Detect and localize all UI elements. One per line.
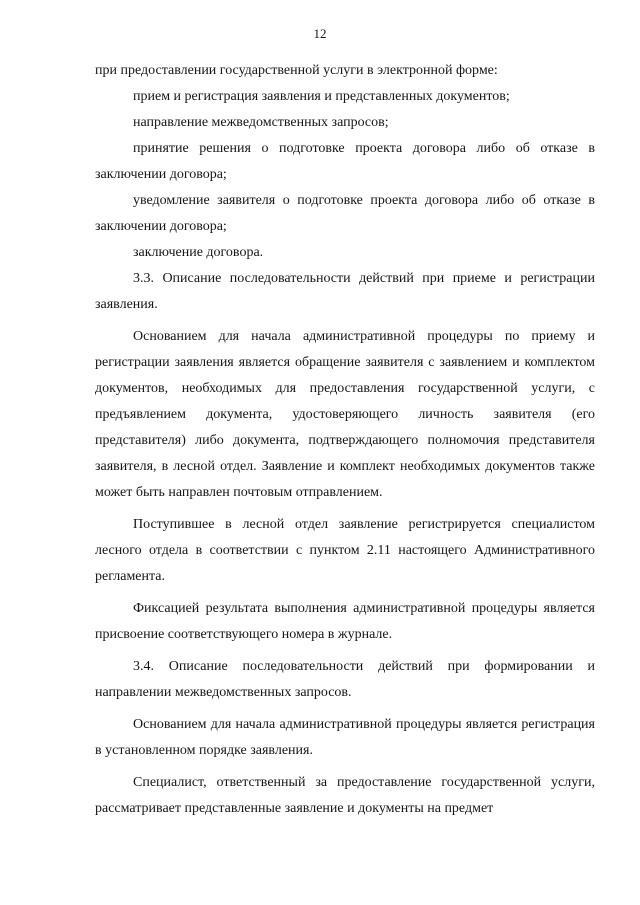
list-item-contract: заключение договора. <box>133 245 264 260</box>
page-number: 12 <box>313 26 327 41</box>
paragraph-grounds-registration: Основанием для начала административной процедуры по приему и регистрации заявления является обращение заявителя с заявлением и комплектом документов, необходимых для предоставления государственной услуги, с предъявлением документа, удостоверяющего личность заявителя (его представителя) либо документа, подтверждающего полномочия представителя заявителя, в лесной отдел. Заявление и комплект необходимых документов также может быть направлен почтовым отправлением. <box>95 329 595 500</box>
paragraph-result-fixation: Фиксацией результата выполнения административной процедуры является присвоение соответствующего номера в журнале. <box>95 601 595 642</box>
section-heading-3-3: 3.3. Описание последовательности действий при приеме и регистрации заявления. <box>95 271 595 312</box>
section-heading-3-4: 3.4. Описание последовательности действий при формировании и направлении межведомственных запросов. <box>95 659 595 700</box>
paragraph-grounds-procedure: Основанием для начала административной процедуры является регистрация в установленном порядке заявления. <box>95 717 595 758</box>
list-item-interagency-requests: направление межведомственных запросов; <box>133 115 389 130</box>
list-item-registration: прием и регистрация заявления и представленных документов; <box>133 89 510 104</box>
list-item-decision: принятие решения о подготовке проекта договора либо об отказе в заключении договора; <box>95 141 595 182</box>
list-item-notification: уведомление заявителя о подготовке проекта договора либо об отказе в заключении договора; <box>95 193 595 234</box>
document-body <box>95 58 595 822</box>
paragraph-specialist: Специалист, ответственный за предоставление государственной услуги, рассматривает представленные заявление и документы на предмет <box>95 775 595 816</box>
paragraph-registered-application: Поступившее в лесной отдел заявление регистрируется специалистом лесного отдела в соответствии с пунктом 2.11 настоящего Административного регламента. <box>95 517 595 584</box>
paragraph-intro: при предоставлении государственной услуги в электронной форме: <box>95 63 498 78</box>
